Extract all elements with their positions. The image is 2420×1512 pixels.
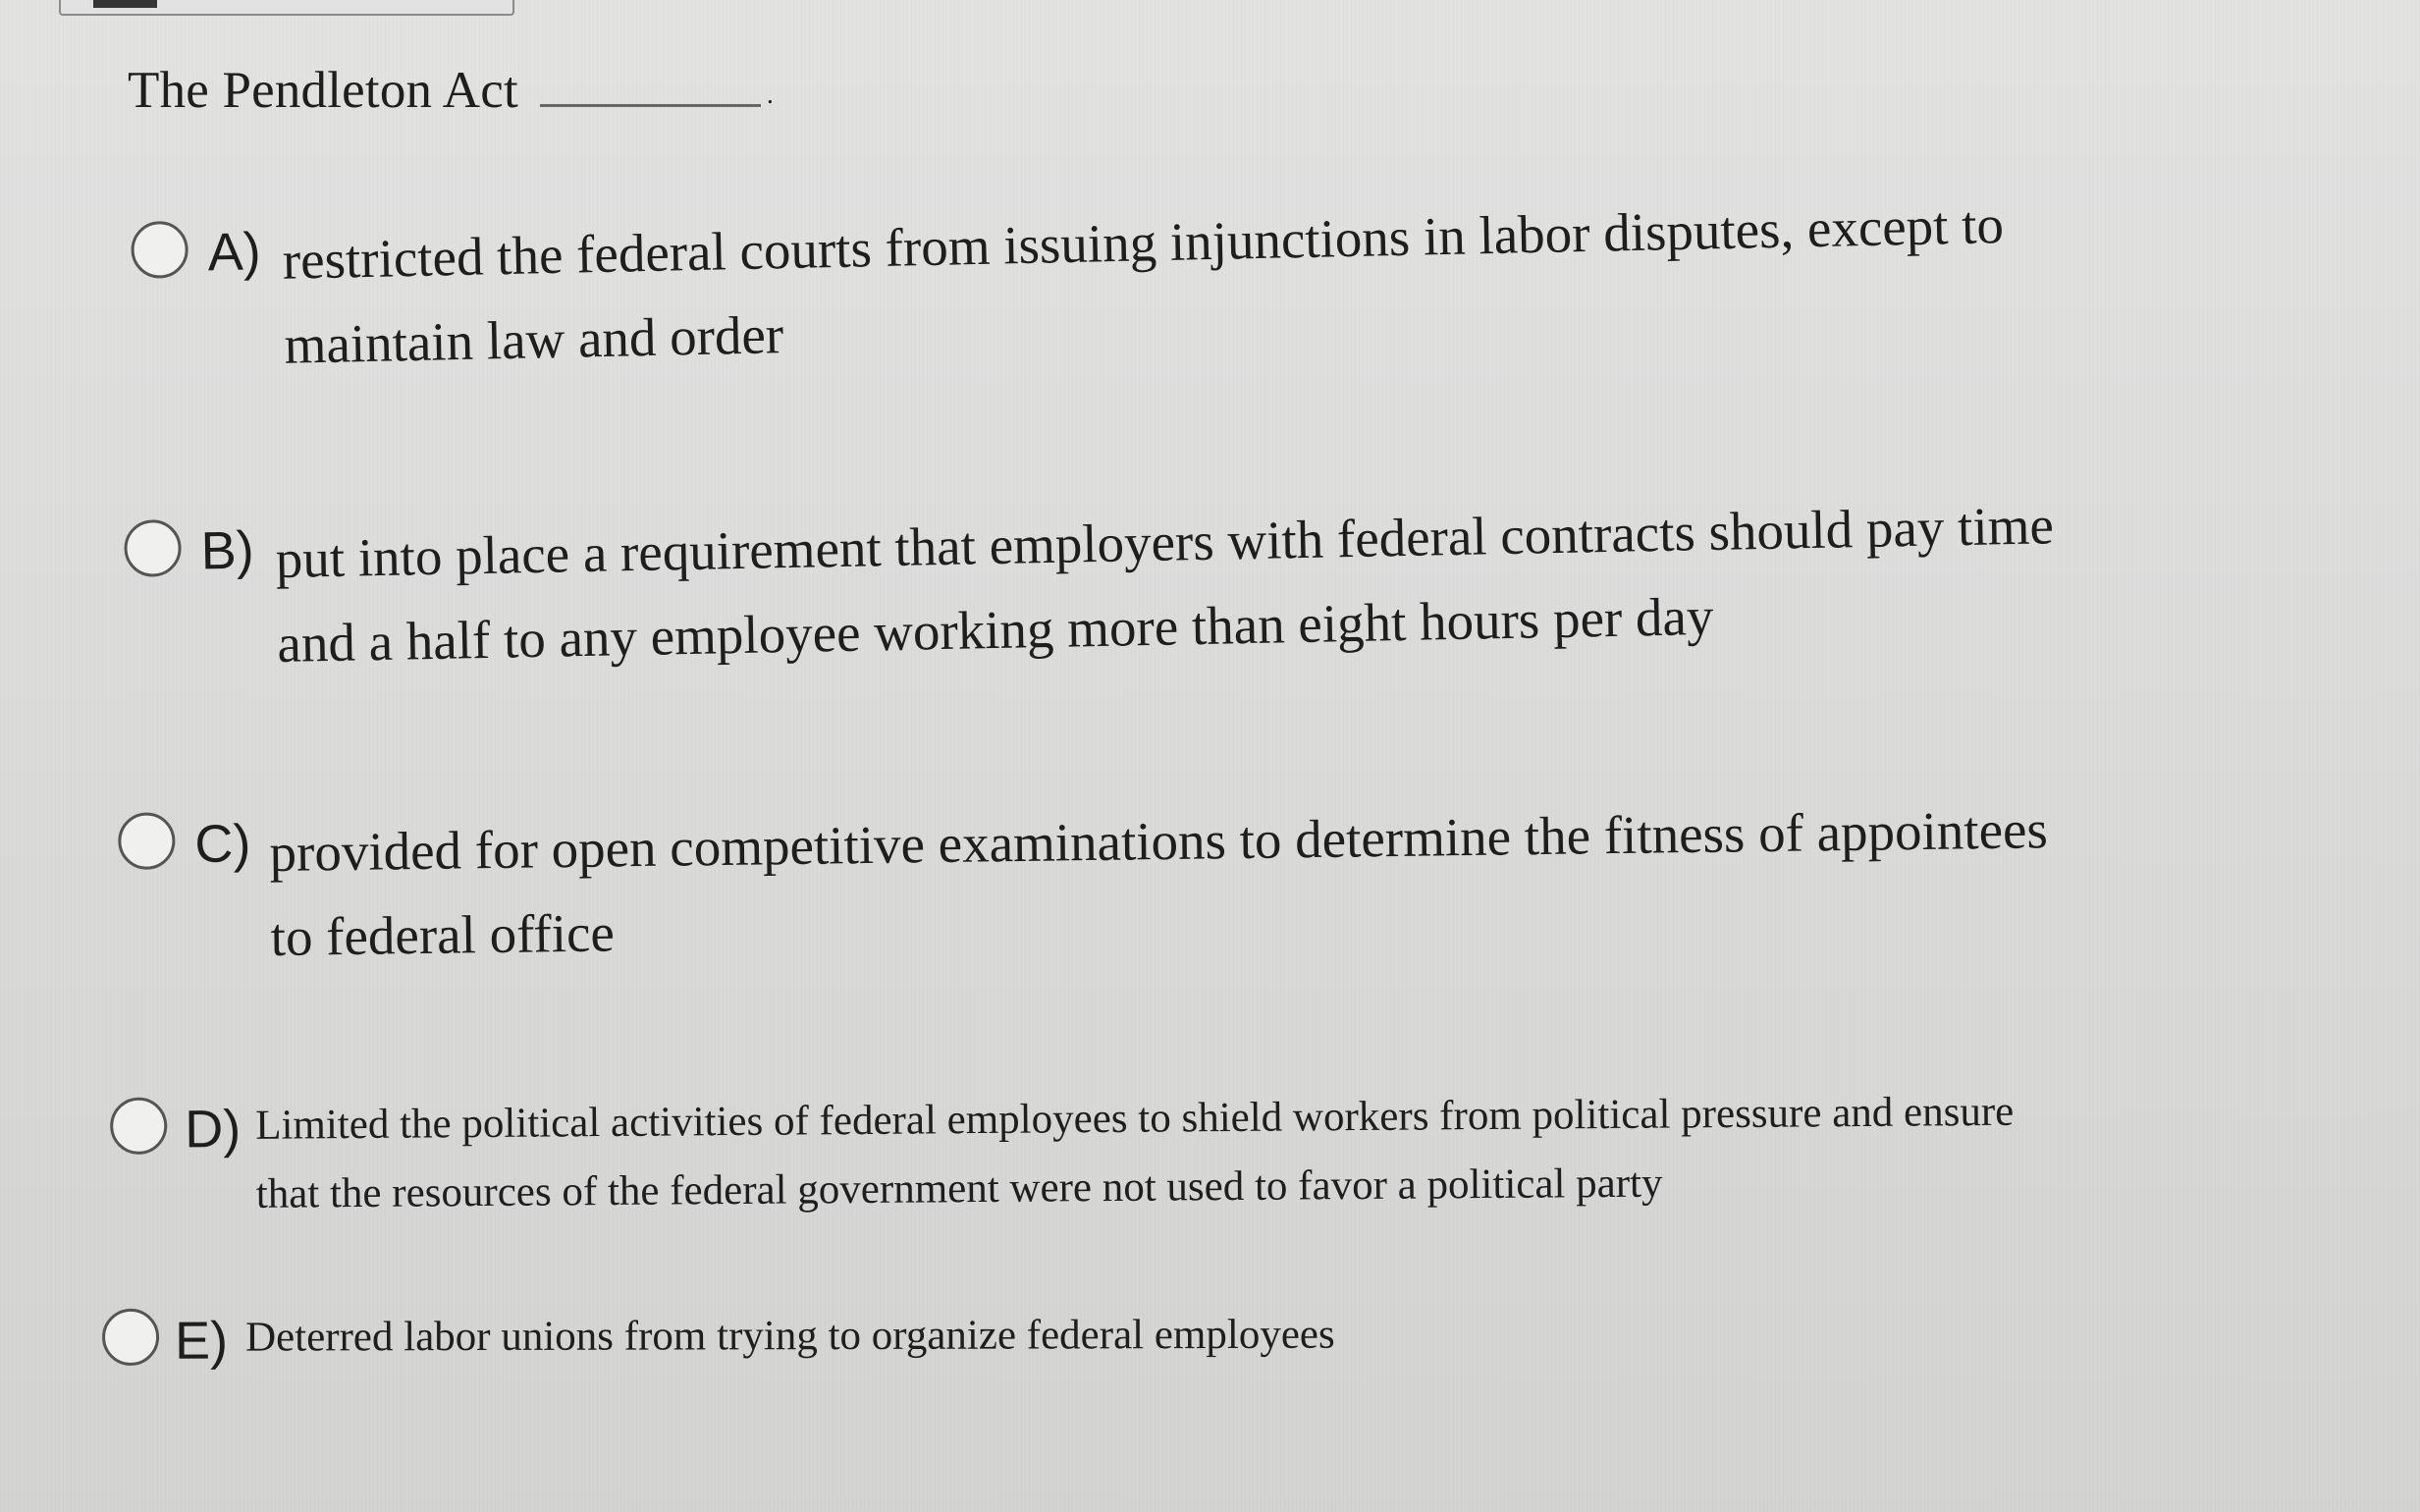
answer-option-c[interactable] xyxy=(118,787,2050,982)
option-text-e xyxy=(245,1301,1335,1373)
question-prompt xyxy=(128,61,774,120)
option-text-b xyxy=(275,483,2056,686)
option-c-line-1: provided for open competitive examinations to determine the fitness of appointees xyxy=(269,799,2049,883)
radio-b-icon[interactable] xyxy=(124,519,182,577)
top-tab-marker xyxy=(93,0,157,8)
option-text-d xyxy=(255,1078,2015,1229)
option-letter-b: B) xyxy=(200,520,255,581)
option-b-line-2: and a half to any employee working more than eight hours per day xyxy=(276,585,1714,675)
option-d-line-2: that the resources of the federal government were not used to favor a political party xyxy=(255,1160,1663,1217)
option-letter-a: A) xyxy=(207,222,262,283)
question-text: The Pendleton Act xyxy=(128,62,518,119)
answer-option-e[interactable] xyxy=(102,1306,1335,1373)
radio-e-icon[interactable] xyxy=(102,1309,159,1366)
option-e-line-1: Deterred labor unions from trying to organize federal employees xyxy=(245,1311,1335,1361)
option-d-line-1: Limited the political activities of federal employees to shield workers from political pressure and ensure xyxy=(255,1088,2015,1149)
answer-option-b[interactable] xyxy=(124,483,2056,689)
option-text-a xyxy=(282,183,2007,388)
option-letter-c: C) xyxy=(194,814,251,874)
answer-option-d[interactable] xyxy=(110,1083,2015,1230)
option-a-line-2: maintain law and order xyxy=(284,304,784,375)
radio-c-icon[interactable] xyxy=(118,812,176,870)
radio-a-icon[interactable] xyxy=(131,221,188,279)
radio-d-icon[interactable] xyxy=(110,1098,167,1155)
question-period: . xyxy=(766,79,775,110)
option-a-line-1: restricted the federal courts from issuing injunctions in labor disputes, except to xyxy=(282,194,2005,291)
option-c-line-2: to federal office xyxy=(270,902,616,967)
answer-blank xyxy=(540,102,761,107)
option-letter-e: E) xyxy=(175,1311,229,1371)
option-letter-d: D) xyxy=(185,1099,242,1160)
option-b-line-1: put into place a requirement that employers with federal contracts should pay time xyxy=(275,495,2055,590)
option-text-c xyxy=(269,787,2050,980)
answer-option-a[interactable] xyxy=(131,183,2007,391)
